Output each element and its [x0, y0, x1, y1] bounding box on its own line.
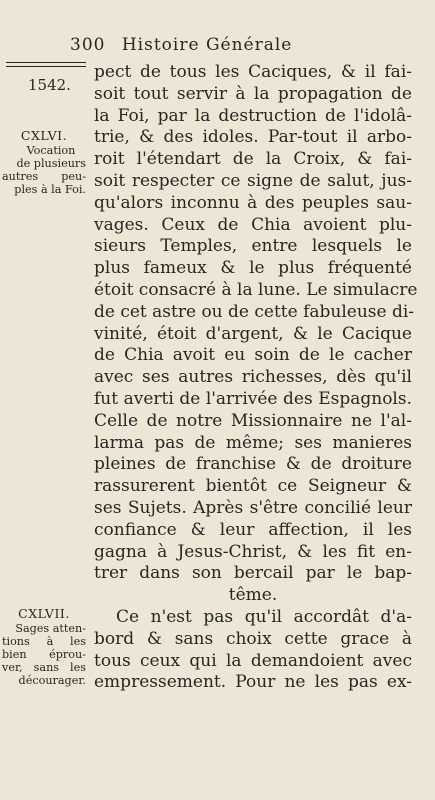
- text-line: la Foi, par la destruction de l'idolâ-: [94, 105, 412, 126]
- text-line: confiance & leur affection, il les: [94, 519, 412, 540]
- paragraph-2: [94, 607, 412, 694]
- sidenote-line: tions à les: [2, 635, 86, 648]
- text-line: Ce n'est pas qu'il accordât d'a-: [116, 606, 412, 627]
- sidenote-section-number: CXLVI.: [20, 128, 68, 143]
- text-line: trer dans son bercail par le bap-: [94, 563, 412, 584]
- text-line: pect de tous les Caciques, & il fai-: [94, 62, 412, 82]
- header-rule-top: [6, 62, 86, 63]
- header-rule-bottom: [6, 66, 86, 67]
- text-line: bord & sans choix cette grace à: [94, 628, 412, 649]
- paragraph-1: [94, 62, 418, 607]
- text-line: empressement. Pour ne les pas ex-: [94, 672, 412, 693]
- sidenote-2: [2, 606, 86, 687]
- body-text: [94, 62, 418, 694]
- sidenote-line: ver, sans les: [2, 661, 86, 674]
- text-line: trie, & des idoles. Par-tout il arbo-: [94, 127, 412, 148]
- text-line: qu'alors inconnu à des peuples sau-: [94, 192, 412, 213]
- text-line: vages. Ceux de Chia avoient plu-: [94, 214, 412, 235]
- text-line: plus fameux & le plus fréquenté: [94, 258, 412, 279]
- text-line: gagna à Jesus-Christ, & les fit en-: [94, 541, 412, 562]
- sidenote-line: ples à la Foi.: [14, 183, 86, 196]
- text-line: rassurerent bientôt ce Seigneur &: [94, 476, 412, 497]
- text-line: soit tout servir à la propagation de: [94, 83, 412, 104]
- sidenote-section-number: CXLVII.: [18, 606, 70, 621]
- text-line: ses Sujets. Après s'être concilié leur: [94, 497, 412, 518]
- text-line: pleines de franchise & de droiture: [94, 454, 412, 475]
- text-line: vinité, étoit d'argent, & le Cacique: [94, 323, 412, 344]
- running-title: Histoire Générale: [121, 35, 293, 55]
- sidenote-line: autres peu-: [2, 170, 86, 183]
- sidenote-line: décourager.: [18, 674, 86, 687]
- text-line: tême.: [228, 585, 278, 606]
- sidenote-line: Sages atten-: [15, 622, 86, 635]
- text-line: sieurs Temples, entre lesquels le: [94, 236, 412, 257]
- text-line: roit l'étendart de la Croix, & fai-: [94, 149, 412, 170]
- text-line: étoit consacré à la lune. Le simulacre: [94, 279, 418, 300]
- text-line: avec ses autres richesses, dès qu'il: [94, 367, 412, 388]
- sidenote-line: Vocation: [26, 144, 76, 157]
- year-marginal: 1542.: [28, 76, 71, 94]
- running-header: [70, 35, 400, 59]
- text-line: fut averti de l'arrivée des Espagnols.: [94, 388, 412, 409]
- text-line: soit respecter ce signe de salut, jus-: [94, 170, 412, 191]
- sidenote-1: [2, 128, 86, 196]
- page-number: 300: [70, 35, 106, 55]
- text-line: de cet astre ou de cette fabuleuse di-: [94, 301, 415, 322]
- text-line: larma pas de même; ses manieres: [94, 432, 412, 453]
- sidenote-line: bien éprou-: [2, 648, 86, 661]
- sidenote-line: de plusieurs: [16, 157, 86, 170]
- text-line: tous ceux qui la demandoient avec: [94, 650, 412, 671]
- text-line: Celle de notre Missionnaire ne l'al-: [94, 410, 412, 431]
- text-line: de Chia avoit eu soin de le cacher: [94, 345, 412, 366]
